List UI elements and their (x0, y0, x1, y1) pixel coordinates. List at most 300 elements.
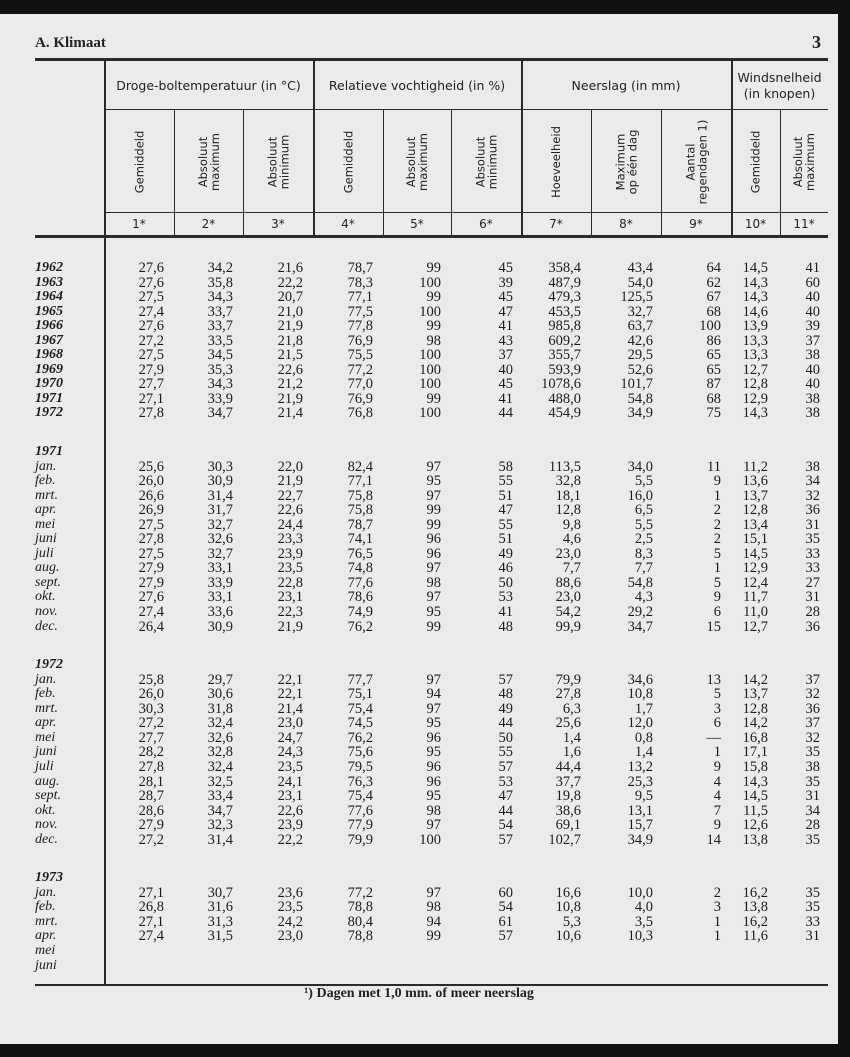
table-cell: 68 (706, 390, 721, 407)
table-row (0, 489, 838, 504)
section-title-row (0, 871, 838, 886)
table-cell: 21,4 (277, 700, 303, 717)
column-header (243, 112, 313, 212)
row-label: sept. (35, 788, 62, 804)
table-cell: 23,5 (277, 899, 303, 916)
table-cell: 76,9 (347, 390, 373, 407)
table-cell: 12,7 (742, 361, 768, 378)
table-cell: 10,8 (555, 899, 581, 916)
table-cell: 27,7 (138, 729, 164, 746)
table-cell: 23,0 (555, 545, 581, 562)
table-cell: 1,6 (562, 744, 581, 761)
table-cell: 40 (805, 361, 820, 378)
table-cell: 99 (426, 390, 441, 407)
table-row (0, 576, 838, 591)
row-label: mei (35, 729, 56, 745)
table-cell: 1 (713, 744, 721, 761)
table-cell: 5 (713, 574, 721, 591)
table-cell: 94 (426, 686, 441, 703)
table-cell: 29,5 (627, 347, 653, 364)
table-cell: 45 (498, 260, 513, 276)
table-cell: 27 (805, 574, 820, 591)
row-label: nov. (35, 604, 58, 620)
table-cell: 22,0 (277, 458, 303, 475)
table-cell: 78,6 (347, 589, 373, 606)
table-cell: 35 (805, 744, 820, 761)
table-cell: 27,8 (138, 531, 164, 548)
table-cell: 26,6 (138, 487, 164, 504)
table-cell: 27,9 (138, 817, 164, 834)
table-cell: 77,2 (347, 884, 373, 901)
table-cell: 36 (805, 618, 820, 635)
table-cell: 30,9 (207, 618, 233, 635)
table-cell: 75,4 (347, 788, 373, 805)
table-cell: 609,2 (548, 332, 581, 349)
table-cell: 11,0 (743, 604, 768, 621)
table-cell: 75,4 (347, 700, 373, 717)
table-cell: 48 (498, 618, 513, 635)
table-cell: 13,8 (742, 831, 768, 848)
row-label: mrt. (35, 700, 58, 716)
table-cell: 2 (713, 516, 721, 533)
table-cell: 77,0 (347, 376, 373, 393)
table-cell: 33,5 (207, 332, 233, 349)
table-cell: 60 (498, 884, 513, 901)
table-cell: 27,7 (138, 376, 164, 393)
table-cell: 74,5 (347, 715, 373, 732)
table-cell: 79,9 (347, 831, 373, 848)
table-cell: 38,6 (555, 802, 581, 819)
table-row (0, 290, 838, 305)
column-header-label: Gemiddeld (341, 130, 355, 194)
table-cell: 78,7 (347, 516, 373, 533)
table-cell: 96 (426, 531, 441, 548)
column-header (174, 112, 243, 212)
table-cell: 15 (706, 618, 721, 635)
table-cell: 97 (426, 671, 441, 688)
table-row (0, 561, 838, 576)
table-cell: 4,3 (634, 589, 653, 606)
column-group-header: Windsnelheid (in knopen) (737, 70, 822, 101)
table-cell: 98 (426, 802, 441, 819)
table-cell: 34,7 (207, 802, 233, 819)
column-number: 9* (689, 217, 703, 231)
table-cell: 74,8 (347, 560, 373, 577)
table-cell: 34,6 (627, 671, 653, 688)
table-cell: 26,0 (138, 686, 164, 703)
row-label: okt. (35, 589, 56, 605)
table-cell: 40 (498, 361, 513, 378)
table-cell: 68 (706, 303, 721, 320)
table-cell: 38 (805, 458, 820, 475)
column-vertical-divider (451, 110, 452, 236)
table-cell: 16,0 (627, 487, 653, 504)
table-cell: 39 (498, 274, 513, 291)
table-cell: 32,4 (207, 758, 233, 775)
table-cell: 36 (805, 700, 820, 717)
table-cell: 57 (498, 671, 513, 688)
table-cell: 44 (498, 715, 513, 732)
table-cell: 14,3 (742, 405, 768, 422)
section-gap (0, 421, 838, 445)
table-cell: 17,1 (742, 744, 768, 761)
table-cell: 12,6 (742, 817, 768, 834)
table-cell: 97 (426, 487, 441, 504)
table-cell: 26,8 (138, 899, 164, 916)
table-cell: 65 (706, 347, 721, 364)
table-cell: 2 (713, 884, 721, 901)
table-cell: 6,5 (634, 502, 653, 519)
document-page (0, 14, 838, 1044)
table-row (0, 944, 838, 959)
table-cell: 99 (426, 618, 441, 635)
table-cell: 4 (713, 788, 721, 805)
table-cell: 34 (805, 473, 820, 490)
table-cell: 34,7 (627, 618, 653, 635)
table-cell: 27,4 (138, 604, 164, 621)
table-cell: 96 (426, 729, 441, 746)
table-cell: 75,8 (347, 487, 373, 504)
table-cell: 34 (805, 802, 820, 819)
table-cell: 77,2 (347, 361, 373, 378)
table-cell: 3,5 (634, 913, 653, 930)
column-number: 8* (619, 217, 633, 231)
table-cell: 76,9 (347, 332, 373, 349)
table-cell: 22,6 (277, 502, 303, 519)
column-number: 10* (744, 217, 767, 231)
table-cell: 34,7 (207, 405, 233, 422)
table-cell: 27,9 (138, 560, 164, 577)
table-cell: 60 (805, 274, 820, 291)
column-number: 1* (132, 217, 146, 231)
table-cell: 355,7 (548, 347, 581, 364)
table-cell: 27,8 (138, 758, 164, 775)
table-row (0, 605, 838, 620)
table-cell: 99 (426, 318, 441, 335)
table-cell: 20,7 (277, 289, 303, 306)
table-cell: 38 (805, 347, 820, 364)
table-row (0, 261, 838, 276)
table-cell: 6 (713, 715, 721, 732)
table-cell: 33,7 (207, 318, 233, 335)
table-cell: 31 (805, 788, 820, 805)
table-cell: 27,2 (138, 715, 164, 732)
table-row (0, 276, 838, 291)
table-cell: 58 (498, 458, 513, 475)
table-cell: 13,4 (742, 516, 768, 533)
header-top-rule (35, 58, 828, 61)
table-cell: 27,6 (138, 589, 164, 606)
table-cell: 32,3 (207, 817, 233, 834)
table-cell: 78,3 (347, 274, 373, 291)
row-label: dec. (35, 618, 58, 634)
table-cell: 33 (805, 545, 820, 562)
table-cell: 77,5 (347, 303, 373, 320)
column-group-header: Neerslag (in mm) (571, 78, 681, 93)
table-cell: 27,6 (138, 260, 164, 276)
table-cell: 593,9 (548, 361, 581, 378)
row-label: juni (35, 531, 57, 547)
table-cell: 12,8 (742, 502, 768, 519)
table-cell: 67 (706, 289, 721, 306)
table-cell: 32 (805, 686, 820, 703)
table-cell: 35,8 (207, 274, 233, 291)
section-gap (0, 847, 838, 871)
table-row (0, 789, 838, 804)
table-cell: 25,6 (555, 715, 581, 732)
column-number: 7* (549, 217, 563, 231)
table-cell: 9 (713, 473, 721, 490)
table-cell: 40 (805, 303, 820, 320)
header-bottom-rule (35, 235, 828, 238)
row-label: 1965 (35, 303, 63, 319)
table-cell: 77,9 (347, 817, 373, 834)
table-cell: 37,7 (555, 773, 581, 790)
row-label: 1968 (35, 347, 63, 363)
page-title: A. Klimaat (35, 35, 106, 51)
row-label: feb. (35, 686, 56, 702)
row-label: juni (35, 744, 57, 760)
table-cell: 30,3 (138, 700, 164, 717)
table-row (0, 716, 838, 731)
table-row (0, 775, 838, 790)
table-cell: 27,4 (138, 928, 164, 945)
table-cell: 54,0 (627, 274, 653, 291)
table-cell: 27,2 (138, 831, 164, 848)
table-cell: 46 (498, 560, 513, 577)
table-cell: 2 (713, 502, 721, 519)
column-vertical-divider (661, 110, 662, 236)
table-cell: 75 (706, 405, 721, 422)
table-cell: 36 (805, 502, 820, 519)
table-row (0, 518, 838, 533)
table-cell: 97 (426, 560, 441, 577)
table-cell: 21,9 (277, 390, 303, 407)
table-cell: 5,3 (562, 913, 581, 930)
table-cell: 78,7 (347, 260, 373, 276)
table-cell: 25,8 (138, 671, 164, 688)
row-label: 1969 (35, 361, 63, 377)
table-cell: 26,4 (138, 618, 164, 635)
table-cell: 75,6 (347, 744, 373, 761)
table-row (0, 532, 838, 547)
table-cell: 30,9 (207, 473, 233, 490)
table-cell: 12,7 (742, 618, 768, 635)
table-cell: 45 (498, 289, 513, 306)
row-label: mei (35, 942, 56, 958)
table-cell: 27,8 (555, 686, 581, 703)
table-bottom-rule (35, 984, 828, 986)
table-cell: 77,1 (347, 473, 373, 490)
table-cell: 95 (426, 788, 441, 805)
table-cell: 21,2 (277, 376, 303, 393)
table-cell: 54,2 (555, 604, 581, 621)
table-cell: 23,0 (277, 715, 303, 732)
table-cell: 29,7 (207, 671, 233, 688)
table-cell: 15,7 (627, 817, 653, 834)
table-cell: 65 (706, 361, 721, 378)
table-cell: 33,9 (207, 574, 233, 591)
table-cell: 27,9 (138, 361, 164, 378)
table-cell: 76,5 (347, 545, 373, 562)
table-cell: 76,3 (347, 773, 373, 790)
table-cell: 9 (713, 589, 721, 606)
table-cell: 63,7 (627, 318, 653, 335)
group-divider (104, 109, 828, 110)
table-cell: 44,4 (555, 758, 581, 775)
table-cell: 97 (426, 458, 441, 475)
column-header-label: Aantal regendagen 1) (683, 119, 709, 205)
table-cell: 33,4 (207, 788, 233, 805)
table-cell: 23,6 (277, 884, 303, 901)
table-cell: 21,4 (277, 405, 303, 422)
table-cell: 9 (713, 758, 721, 775)
column-number: 3* (271, 217, 285, 231)
column-group-header: Relatieve vochtigheid (in %) (328, 78, 506, 93)
table-cell: 79,5 (347, 758, 373, 775)
table-cell: 14 (706, 831, 721, 848)
table-cell: 96 (426, 758, 441, 775)
column-vertical-divider (174, 110, 175, 236)
column-header-label: Hoeveelheid (549, 126, 563, 198)
table-cell: 48 (498, 686, 513, 703)
table-cell: 34,2 (207, 260, 233, 276)
table-cell: 49 (498, 700, 513, 717)
table-cell: 100 (419, 405, 441, 422)
table-cell: 51 (498, 531, 513, 548)
table-cell: 31,8 (207, 700, 233, 717)
table-row (0, 392, 838, 407)
table-cell: 13,7 (742, 686, 768, 703)
table-cell: 47 (498, 788, 513, 805)
table-row (0, 673, 838, 688)
table-cell: 9,8 (562, 516, 581, 533)
row-label: 1963 (35, 274, 63, 290)
table-cell: 23,1 (277, 788, 303, 805)
table-cell: 22,6 (277, 802, 303, 819)
table-cell: 1078,6 (541, 376, 581, 393)
column-number: 6* (479, 217, 493, 231)
table-cell: 97 (426, 884, 441, 901)
table-cell: 98 (426, 899, 441, 916)
table-cell: 23,1 (277, 589, 303, 606)
table-cell: 27,5 (138, 347, 164, 364)
table-cell: 35 (805, 831, 820, 848)
column-header-label: Gemiddeld (748, 130, 763, 194)
table-cell: 14,5 (742, 788, 768, 805)
table-cell: 26,0 (138, 473, 164, 490)
table-cell: 24,1 (277, 773, 303, 790)
table-cell: 11,2 (743, 458, 768, 475)
table-cell: 100 (419, 831, 441, 848)
table-cell: 9 (713, 817, 721, 834)
table-cell: 23,9 (277, 817, 303, 834)
table-row (0, 833, 838, 848)
column-header (104, 112, 174, 212)
table-cell: 28,1 (138, 773, 164, 790)
table-cell: 55 (498, 744, 513, 761)
table-cell: 1 (713, 487, 721, 504)
table-cell: 54 (498, 899, 513, 916)
table-cell: 16,2 (742, 884, 768, 901)
table-cell: 24,3 (277, 744, 303, 761)
table-cell: 98 (426, 332, 441, 349)
table-cell: 14,2 (742, 671, 768, 688)
table-cell: 24,7 (277, 729, 303, 746)
section-year: 1971 (35, 444, 63, 460)
table-cell: 22,2 (277, 274, 303, 291)
row-label: apr. (35, 928, 57, 944)
footnote: ¹) Dagen met 1,0 mm. of meer neerslag (304, 986, 534, 1001)
table-cell: 31,5 (207, 928, 233, 945)
table-cell: 31 (805, 928, 820, 945)
table-cell: 12,4 (742, 574, 768, 591)
table-cell: 13,3 (742, 347, 768, 364)
table-cell: 3 (713, 700, 721, 717)
column-header (313, 112, 383, 212)
table-cell: 12,8 (742, 376, 768, 393)
table-row (0, 334, 838, 349)
table-cell: 23,5 (277, 560, 303, 577)
group-vertical-divider (313, 58, 315, 236)
table-cell: 358,4 (548, 260, 581, 276)
table-cell: 21,0 (277, 303, 303, 320)
table-row (0, 348, 838, 363)
table-cell: 3 (713, 899, 721, 916)
table-cell: 15,8 (742, 758, 768, 775)
table-cell: 32,7 (207, 516, 233, 533)
table-cell: 27,5 (138, 516, 164, 533)
table-cell: 37 (805, 332, 820, 349)
table-cell: 24,2 (277, 913, 303, 930)
row-label: juli (35, 545, 54, 561)
table-cell: 76,8 (347, 405, 373, 422)
table-cell: 62 (706, 274, 721, 291)
table-cell: 16,8 (742, 729, 768, 746)
table-cell: 40 (805, 289, 820, 306)
table-cell: 25,6 (138, 458, 164, 475)
table-cell: 54,8 (627, 390, 653, 407)
table-cell: 12,9 (742, 560, 768, 577)
group-vertical-divider (731, 58, 733, 236)
table-cell: 4,6 (562, 531, 581, 548)
table-cell: 125,5 (620, 289, 653, 306)
row-label: 1971 (35, 390, 63, 406)
table-cell: 27,5 (138, 545, 164, 562)
row-label: jan. (35, 458, 57, 474)
table-cell: 95 (426, 473, 441, 490)
table-cell: 64 (706, 260, 721, 276)
table-cell: 76,2 (347, 618, 373, 635)
table-cell: 34,3 (207, 289, 233, 306)
table-cell: 13,8 (742, 899, 768, 916)
table-cell: 37 (498, 347, 513, 364)
table-cell: 13,9 (742, 318, 768, 335)
table-cell: 54 (498, 817, 513, 834)
column-vertical-divider (383, 110, 384, 236)
table-cell: 23,5 (277, 758, 303, 775)
table-cell: 13,2 (627, 758, 653, 775)
row-label: dec. (35, 831, 58, 847)
table-cell: 97 (426, 589, 441, 606)
column-vertical-divider (591, 110, 592, 236)
table-cell: 13 (706, 671, 721, 688)
table-cell: 4 (713, 773, 721, 790)
table-cell: 35,3 (207, 361, 233, 378)
table-cell: 75,1 (347, 686, 373, 703)
table-cell: 32,7 (627, 303, 653, 320)
table-cell: 97 (426, 700, 441, 717)
